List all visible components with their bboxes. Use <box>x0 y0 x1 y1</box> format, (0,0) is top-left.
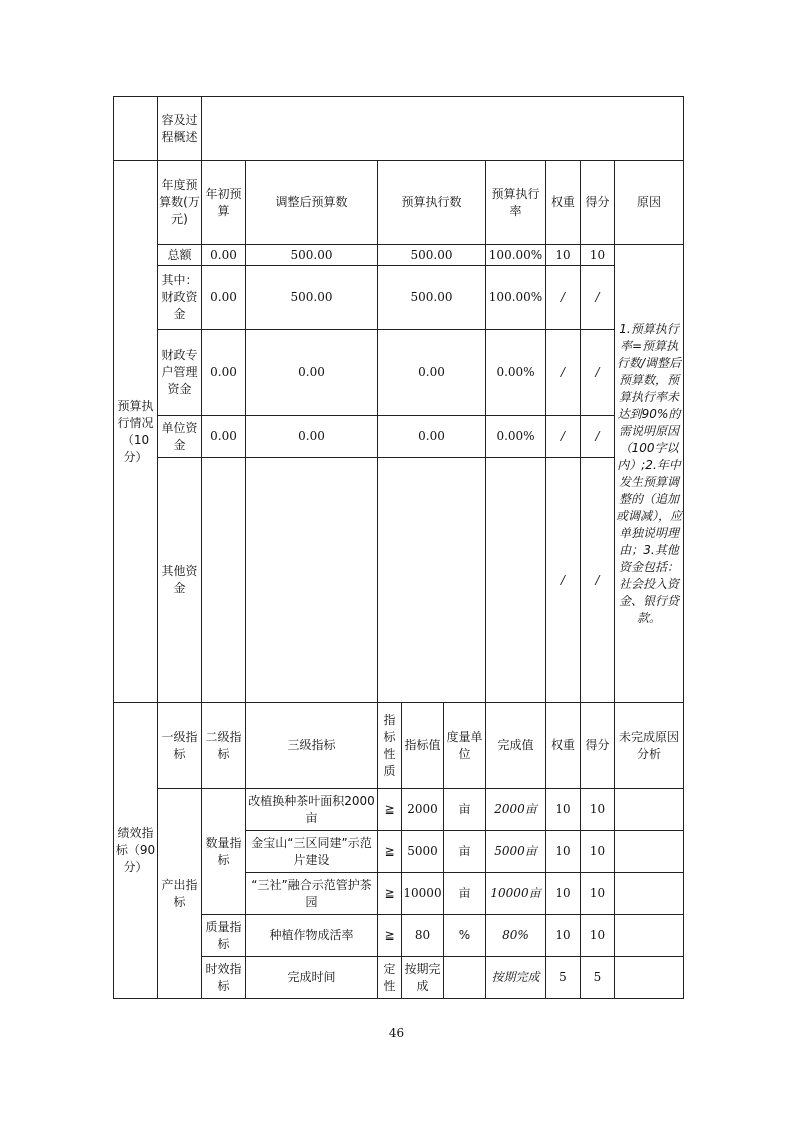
indicator-value: 10000 <box>402 873 444 915</box>
budget-adjusted-value: 0.00 <box>246 416 378 458</box>
budget-score-value: / <box>581 266 615 330</box>
budget-executed-value: 500.00 <box>378 245 486 266</box>
indicator-name: 完成时间 <box>246 957 378 999</box>
performance-section-label: 绩效指标（90分） <box>114 703 158 999</box>
indicator-name: 种植作物成活率 <box>246 915 378 957</box>
indicator-weight: 10 <box>546 831 581 873</box>
budget-initial-value: 0.00 <box>202 416 246 458</box>
budget-rate-value <box>486 458 546 703</box>
budget-section-label: 预算执行情况（10分） <box>114 161 158 703</box>
indicator-analysis <box>615 873 684 915</box>
analysis-header: 未完成原因分析 <box>615 703 684 789</box>
indicator-nature: ≧ <box>378 789 402 831</box>
budget-rate-value: 100.00% <box>486 245 546 266</box>
budget-weight-value: / <box>546 416 581 458</box>
indicator-score: 10 <box>581 873 615 915</box>
budget-reason-note: 1.预算执行率=预算执行数/调整后预算数，预算执行率未达到90%的需说明原因（100字以内）;2.年中发生预算调整的（追加或调减），应单独说明理由；3.其他资金包括：社会投入资金、银行贷款。 <box>615 245 684 703</box>
budget-row <box>114 416 684 458</box>
indicator-actual: 5000亩 <box>486 831 546 873</box>
budget-row <box>114 266 684 330</box>
level1-header: 一级指标 <box>158 703 202 789</box>
indicator-weight: 5 <box>546 957 581 999</box>
indicator-nature: ≧ <box>378 915 402 957</box>
overview-content <box>202 97 684 161</box>
indicator-weight: 10 <box>546 789 581 831</box>
budget-adjusted-value: 0.00 <box>246 330 378 416</box>
budget-row-label: 财政专户管理资金 <box>158 330 202 416</box>
budget-row-label: 其他资金 <box>158 458 202 703</box>
performance-header-row <box>114 703 684 789</box>
indicator-nature: 定性 <box>378 957 402 999</box>
budget-executed-value: 500.00 <box>378 266 486 330</box>
budget-score-value: 10 <box>581 245 615 266</box>
budget-initial-value: 0.00 <box>202 266 246 330</box>
overview-label: 容及过程概述 <box>158 97 202 161</box>
indicator-actual: 80% <box>486 915 546 957</box>
page-number: 46 <box>388 1026 405 1040</box>
budget-row-label: 其中：财政资金 <box>158 266 202 330</box>
performance-evaluation-table <box>113 96 684 999</box>
budget-weight-value: 10 <box>546 245 581 266</box>
indicator-value: 80 <box>402 915 444 957</box>
indicator-analysis <box>615 915 684 957</box>
indicator-analysis <box>615 831 684 873</box>
budget-initial-value: 0.00 <box>202 245 246 266</box>
quantity-group-label: 数量指标 <box>202 789 246 915</box>
indicator-score: 10 <box>581 915 615 957</box>
indicator-analysis <box>615 957 684 999</box>
indicator-actual: 10000亩 <box>486 873 546 915</box>
indicator-nature: ≧ <box>378 873 402 915</box>
budget-row-label: 单位资金 <box>158 416 202 458</box>
weight-header: 权重 <box>546 703 581 789</box>
indicator-actual: 2000亩 <box>486 789 546 831</box>
budget-rate-value: 100.00% <box>486 266 546 330</box>
budget-weight-value: / <box>546 458 581 703</box>
budget-score-header: 得分 <box>581 161 615 245</box>
budget-header-row <box>114 161 684 245</box>
level2-header: 二级指标 <box>202 703 246 789</box>
budget-adjusted-value: 500.00 <box>246 245 378 266</box>
indicator-unit: 亩 <box>444 789 486 831</box>
budget-weight-value: / <box>546 266 581 330</box>
budget-executed-value: 0.00 <box>378 330 486 416</box>
budget-reason-header: 原因 <box>615 161 684 245</box>
budget-weight-value: / <box>546 330 581 416</box>
budget-rate-value: 0.00% <box>486 330 546 416</box>
budget-score-value: / <box>581 330 615 416</box>
indicator-actual: 按期完成 <box>486 957 546 999</box>
indicator-nature: ≧ <box>378 831 402 873</box>
budget-amount-header: 年度预算数(万元) <box>158 161 202 245</box>
budget-row <box>114 245 684 266</box>
unit-header: 度量单位 <box>444 703 486 789</box>
nature-header: 指标性质 <box>378 703 402 789</box>
budget-rate-value: 0.00% <box>486 416 546 458</box>
indicator-name: 改植换种茶叶面积2000亩 <box>246 789 378 831</box>
indicator-score: 5 <box>581 957 615 999</box>
budget-initial-header: 年初预算 <box>202 161 246 245</box>
value-header: 指标值 <box>402 703 444 789</box>
budget-row <box>114 330 684 416</box>
indicator-value: 5000 <box>402 831 444 873</box>
indicator-score: 10 <box>581 831 615 873</box>
budget-adjusted-value <box>246 458 378 703</box>
budget-executed-value <box>378 458 486 703</box>
budget-executed-value: 0.00 <box>378 416 486 458</box>
budget-rate-header: 预算执行率 <box>486 161 546 245</box>
indicator-unit: % <box>444 915 486 957</box>
budget-initial-value: 0.00 <box>202 330 246 416</box>
budget-row <box>114 458 684 703</box>
budget-score-value: / <box>581 416 615 458</box>
indicator-weight: 10 <box>546 915 581 957</box>
level1-label: 产出指标 <box>158 789 202 999</box>
overview-row <box>114 97 684 161</box>
budget-score-value: / <box>581 458 615 703</box>
indicator-weight: 10 <box>546 873 581 915</box>
indicator-value: 按期完成 <box>402 957 444 999</box>
budget-adjusted-header: 调整后预算数 <box>246 161 378 245</box>
indicator-unit: 亩 <box>444 873 486 915</box>
budget-initial-value <box>202 458 246 703</box>
indicator-unit <box>444 957 486 999</box>
budget-executed-header: 预算执行数 <box>378 161 486 245</box>
indicator-score: 10 <box>581 789 615 831</box>
time-group-label: 时效指标 <box>202 957 246 999</box>
level3-header: 三级指标 <box>246 703 378 789</box>
actual-header: 完成值 <box>486 703 546 789</box>
overview-empty-cell <box>114 97 158 161</box>
budget-adjusted-value: 500.00 <box>246 266 378 330</box>
score-header: 得分 <box>581 703 615 789</box>
indicator-name: “三社”融合示范管护茶园 <box>246 873 378 915</box>
budget-weight-header: 权重 <box>546 161 581 245</box>
indicator-analysis <box>615 789 684 831</box>
indicator-row <box>114 789 684 831</box>
quality-group-label: 质量指标 <box>202 915 246 957</box>
indicator-value: 2000 <box>402 789 444 831</box>
indicator-unit: 亩 <box>444 831 486 873</box>
budget-row-label: 总额 <box>158 245 202 266</box>
indicator-name: 金宝山“三区同建”示范片建设 <box>246 831 378 873</box>
